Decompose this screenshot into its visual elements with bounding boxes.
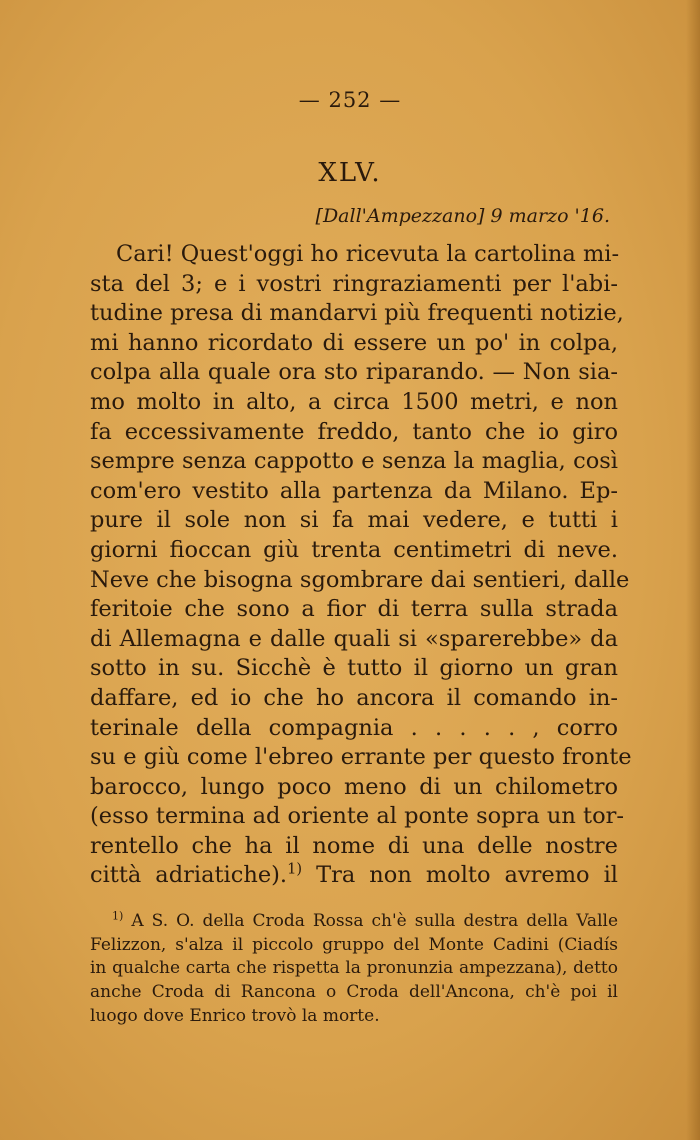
body-line: mi hanno ricordato di essere un po' in colpa, (90, 329, 618, 356)
footnote-text: A S. O. della Croda Rossa ch'è sulla destra della Valle (131, 911, 618, 931)
footnote-line: Felizzon, s'alza il piccolo gruppo del Monte Cadini (Ciadís (90, 934, 618, 955)
body-line: pure il sole non si fa mai vedere, e tutti i (90, 507, 618, 534)
footnote-line: luogo dove Enrico trovò la morte. (90, 1005, 380, 1026)
body-line: colpa alla quale ora sto riparando. — Non sia- (90, 359, 618, 386)
body-line: di Allemagna e dalle quali si «sparerebbe» da (90, 625, 618, 652)
body-line-part: città adriatiche). (90, 862, 288, 889)
body-line: sta del 3; e i vostri ringraziamenti per l'abi- (90, 270, 618, 297)
body-line: Neve che bisogna sgombrare dai sentieri, dalle (90, 566, 630, 593)
body-line: terinale della compagnia . . . . . , corro (90, 714, 618, 741)
footnote-line (90, 910, 618, 934)
body-line: barocco, lungo poco meno di un chilometro (90, 773, 618, 800)
body-line: giorni fioccan giù trenta centimetri di neve. (90, 536, 618, 563)
body-line: com'ero vestito alla partenza da Milano. Ep- (90, 477, 618, 504)
footnote-marker: 1) (112, 909, 124, 923)
body-line: feritoie che sono a fior di terra sulla strada (90, 596, 618, 623)
body-line: sempre senza cappotto e senza la maglia, così (90, 448, 618, 475)
body-line: fa eccessivamente freddo, tanto che io giro (90, 418, 618, 445)
body-line: tudine presa di mandarvi più frequenti notizie, (90, 300, 624, 327)
chapter-heading: XLV. (318, 158, 382, 188)
body-line: rentello che ha il nome di una delle nostre (90, 832, 618, 859)
body-line: sotto in su. Sicchè è tutto il giorno un gran (90, 655, 618, 682)
letter-body (90, 240, 632, 891)
footnote-ref: 1) (287, 860, 303, 878)
body-line-last (90, 861, 618, 891)
body-line-part: Tra non molto avremo il (316, 862, 618, 889)
footnote-line: anche Croda di Rancona o Croda dell'Ancona, ch'è poi il (90, 982, 618, 1003)
dateline: [Dall'Ampezzano] 9 marzo '16. (315, 205, 610, 227)
body-line: mo molto in alto, a circa 1500 metri, e non (90, 388, 618, 415)
body-line: su e giù come l'ebreo errante per questo fronte (90, 744, 632, 771)
page-number: — 252 — (298, 88, 402, 112)
body-line: (esso termina ad oriente al ponte sopra un tor- (90, 803, 624, 830)
footnote-line: in qualche carta che rispetta la pronunzia ampezzana), detto (90, 958, 618, 979)
body-line: Cari! Quest'oggi ho ricevuta la cartolina mi- (116, 241, 620, 267)
body-line: daffare, ed io che ho ancora il comando in- (90, 684, 618, 711)
footnote (90, 910, 618, 1028)
